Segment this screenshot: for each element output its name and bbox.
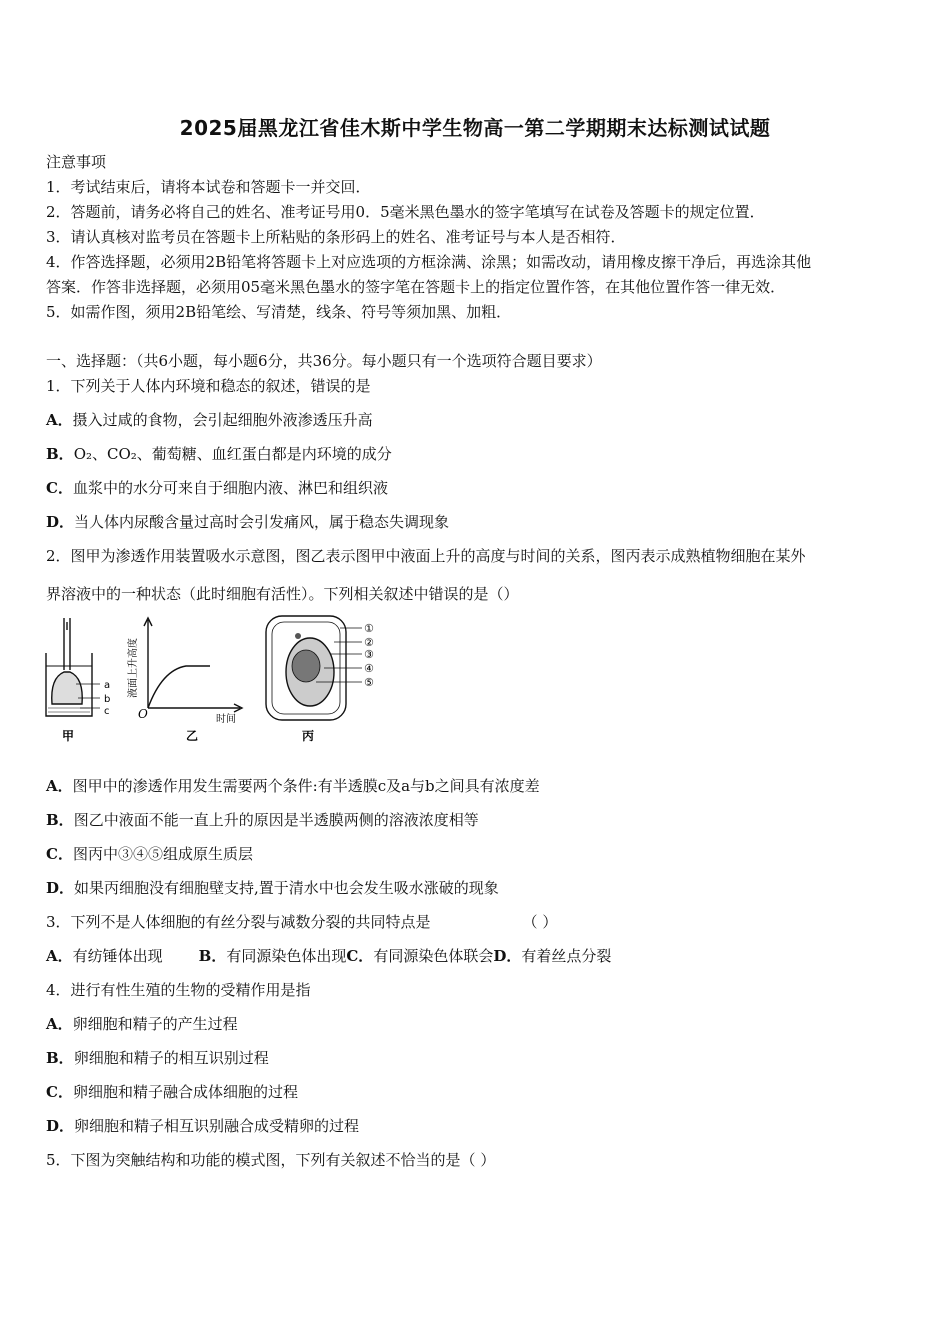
q3-options-row bbox=[46, 946, 611, 966]
label-jia: 甲 bbox=[62, 729, 75, 743]
marker-4: ④ bbox=[364, 662, 374, 675]
stem-text: 3．下列不是人体细胞的有丝分裂与减数分裂的共同特点是 bbox=[46, 913, 431, 931]
option-letter: D． bbox=[46, 1117, 75, 1135]
option-text: 卵细胞和精子融合成体细胞的过程 bbox=[72, 1083, 298, 1101]
option-text: 卵细胞和精子相互识别融合成受精卵的过程 bbox=[74, 1117, 360, 1135]
option-letter: B． bbox=[198, 947, 227, 965]
question-2-stem: 2．图甲为渗透作用装置吸水示意图，图乙表示图甲中液面上升的高度与时间的关系，图丙表示成熟植物细胞在某外 bbox=[46, 547, 806, 565]
option-letter: D． bbox=[46, 513, 75, 531]
option-letter: A． bbox=[46, 777, 73, 795]
option-text: 有同源染色体出现 bbox=[226, 947, 347, 965]
marker-2: ② bbox=[364, 636, 374, 649]
marker-3: ③ bbox=[364, 648, 374, 661]
notice-item: 4．作答选择题，必须用2B铅笔将答题卡上对应选项的方框涂满、涂黑；如需改动，请用橡皮擦干净后，再选涂其他 bbox=[46, 253, 812, 271]
option-text: 血浆中的水分可来自于细胞内液、淋巴和组织液 bbox=[72, 479, 388, 497]
beaker-apparatus bbox=[46, 618, 100, 716]
q2-option-c bbox=[46, 844, 253, 864]
osmosis-figure bbox=[40, 608, 400, 753]
option-text: 如果丙细胞没有细胞壁支持,置于清水中也会发生吸水涨破的现象 bbox=[74, 879, 499, 897]
marker-5: ⑤ bbox=[364, 676, 374, 689]
q1-option-b bbox=[46, 444, 392, 464]
option-text: 摄入过咸的食物，会引起细胞外液渗透压升高 bbox=[72, 411, 373, 429]
q4-option-a bbox=[46, 1014, 238, 1034]
q4-option-c bbox=[46, 1082, 298, 1102]
label-a: a bbox=[104, 680, 111, 691]
y-axis-label: 液面上升高度 bbox=[128, 638, 139, 698]
option-text: 有着丝点分裂 bbox=[521, 947, 612, 965]
marker-1: ① bbox=[364, 622, 374, 635]
q2-option-b bbox=[46, 810, 479, 830]
option-letter: C． bbox=[346, 947, 374, 965]
answer-paren: （ ） bbox=[522, 913, 558, 931]
notice-item: 2．答题前，请务必将自己的姓名、准考证号用0．5毫米黑色墨水的签字笔填写在试卷及答题卡的规定位置． bbox=[46, 203, 765, 221]
q1-option-c bbox=[46, 478, 388, 498]
q1-option-a bbox=[46, 410, 373, 430]
notice-item: 答案．作答非选择题，必须用05毫米黑色墨水的签字笔在答题卡上的指定位置作答，在其他位置作答一律无效． bbox=[46, 278, 786, 296]
option-text: 图甲中的渗透作用发生需要两个条件:有半透膜c及a与b之间具有浓度差 bbox=[72, 777, 540, 795]
q4-option-d bbox=[46, 1116, 359, 1136]
question-5-stem: 5．下图为突触结构和功能的模式图，下列有关叙述不恰当的是（ ） bbox=[46, 1151, 496, 1169]
q4-option-b bbox=[46, 1048, 269, 1068]
option-letter: A． bbox=[46, 1015, 73, 1033]
option-letter: D． bbox=[46, 879, 75, 897]
osmosis-diagram bbox=[40, 608, 400, 753]
section-heading: 一、选择题：（共6小题，每小题6分，共36分。每小题只有一个选项符合题目要求） bbox=[46, 352, 602, 370]
option-text: 图丙中③④⑤组成原生质层 bbox=[72, 845, 253, 863]
origin-label: O bbox=[138, 707, 148, 721]
option-text: 当人体内尿酸含量过高时会引发痛风，属于稳态失调现象 bbox=[74, 513, 450, 531]
q1-option-d bbox=[46, 512, 449, 532]
option-letter: B． bbox=[46, 811, 74, 829]
label-c: c bbox=[104, 706, 110, 717]
question-1-stem: 1．下列关于人体内环境和稳态的叙述，错误的是 bbox=[46, 377, 371, 395]
option-letter: C． bbox=[46, 1083, 73, 1101]
notice-item: 5．如需作图，须用2B铅笔绘、写清楚，线条、符号等须加黑、加粗． bbox=[46, 303, 512, 321]
question-4-stem: 4．进行有性生殖的生物的受精作用是指 bbox=[46, 981, 311, 999]
option-letter: C． bbox=[46, 845, 73, 863]
question-2-stem-cont: 界溶液中的一种状态（此时细胞有活性）。下列相关叙述中错误的是（） bbox=[46, 585, 519, 603]
label-b: b bbox=[104, 694, 111, 705]
option-text: 有纺锤体出现 bbox=[72, 947, 163, 965]
option-letter: A． bbox=[46, 411, 73, 429]
notice-item: 3．请认真核对监考员在答题卡上所粘贴的条形码上的姓名、准考证号与本人是否相符． bbox=[46, 228, 626, 246]
page-title: 2025届黑龙江省佳木斯中学生物高一第二学期期末达标测试试题 bbox=[179, 116, 771, 140]
x-axis-label: 时间 bbox=[216, 714, 236, 725]
notice-item: 1．考试结束后，请将本试卷和答题卡一并交回． bbox=[46, 178, 371, 196]
plant-cell bbox=[266, 616, 362, 720]
option-text: 卵细胞和精子的相互识别过程 bbox=[73, 1049, 269, 1067]
notice-heading: 注意事项 bbox=[46, 153, 107, 171]
option-text: 卵细胞和精子的产生过程 bbox=[72, 1015, 238, 1033]
option-letter: B． bbox=[46, 445, 74, 463]
q2-option-a bbox=[46, 776, 540, 796]
option-letter: C． bbox=[46, 479, 73, 497]
option-letter: A． bbox=[46, 947, 73, 965]
height-time-graph bbox=[144, 618, 242, 712]
question-3-stem bbox=[46, 912, 557, 932]
option-letter: D． bbox=[493, 947, 522, 965]
label-bing: 丙 bbox=[302, 729, 315, 743]
q2-option-d bbox=[46, 878, 499, 898]
option-text: 图乙中液面不能一直上升的原因是半透膜两侧的溶液浓度相等 bbox=[73, 811, 479, 829]
option-text: 有同源染色体联会 bbox=[373, 947, 494, 965]
option-text: O₂、CO₂、葡萄糖、血红蛋白都是内环境的成分 bbox=[73, 445, 392, 463]
option-letter: B． bbox=[46, 1049, 74, 1067]
label-yi: 乙 bbox=[186, 729, 199, 743]
